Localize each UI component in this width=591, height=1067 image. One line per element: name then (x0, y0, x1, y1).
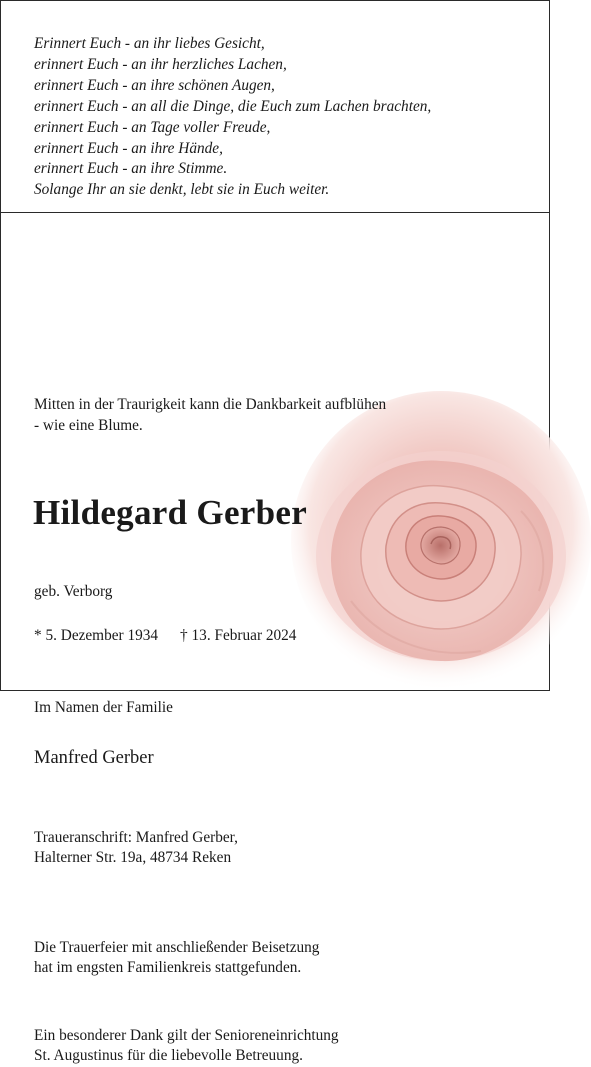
memorial-poem (34, 34, 582, 201)
family-line: Im Namen der Familie (34, 699, 173, 717)
intro-line: Mitten in der Traurigkeit kann die Dankbarkeit aufblühen (34, 396, 387, 414)
life-dates (34, 626, 582, 647)
signer-name: Manfred Gerber (34, 747, 154, 768)
poem-line: Erinnert Euch - an ihr liebes Gesicht, (34, 35, 265, 52)
rose-image (291, 401, 591, 701)
poem-line: erinnert Euch - an ihre schönen Augen, (34, 76, 275, 94)
maiden-name: geb. Verborg (34, 583, 113, 601)
poem-line: Solange Ihr an sie denkt, lebt sie in Euch weiter. (34, 181, 330, 199)
thanks-line: Ein besonderer Dank gilt der Senioreneinrichtung (34, 1026, 339, 1044)
poem-line: erinnert Euch - an Tage voller Freude, (34, 118, 271, 136)
thanks-line: St. Augustinus für die liebevolle Betreuung. (34, 1047, 303, 1065)
divider-line (1, 212, 549, 213)
thanks-note (34, 1026, 582, 1067)
ceremony-line: Die Trauerfeier mit anschließender Beisetzung (34, 938, 320, 956)
address-line: Halterner Str. 19a, 48734 Reken (34, 849, 232, 867)
poem-line: erinnert Euch - an ihr herzliches Lachen, (34, 55, 287, 73)
address-line: Traueranschrift: Manfred Gerber, (34, 828, 238, 846)
birth-date: * 5. Dezember 1934 (34, 626, 159, 644)
ceremony-note (34, 938, 582, 979)
deceased-name: Hildegard Gerber (33, 493, 308, 533)
poem-line: erinnert Euch - an ihre Hände, (34, 139, 223, 157)
death-date: † 13. Februar 2024 (180, 626, 297, 644)
poem-line: erinnert Euch - an ihre Stimme. (34, 160, 228, 178)
intro-text (34, 395, 582, 436)
ceremony-line: hat im engsten Familienkreis stattgefunden. (34, 959, 302, 977)
mourning-address (34, 828, 582, 869)
intro-line: - wie eine Blume. (34, 416, 143, 434)
poem-line: erinnert Euch - an all die Dinge, die Euch zum Lachen brachten, (34, 97, 432, 115)
